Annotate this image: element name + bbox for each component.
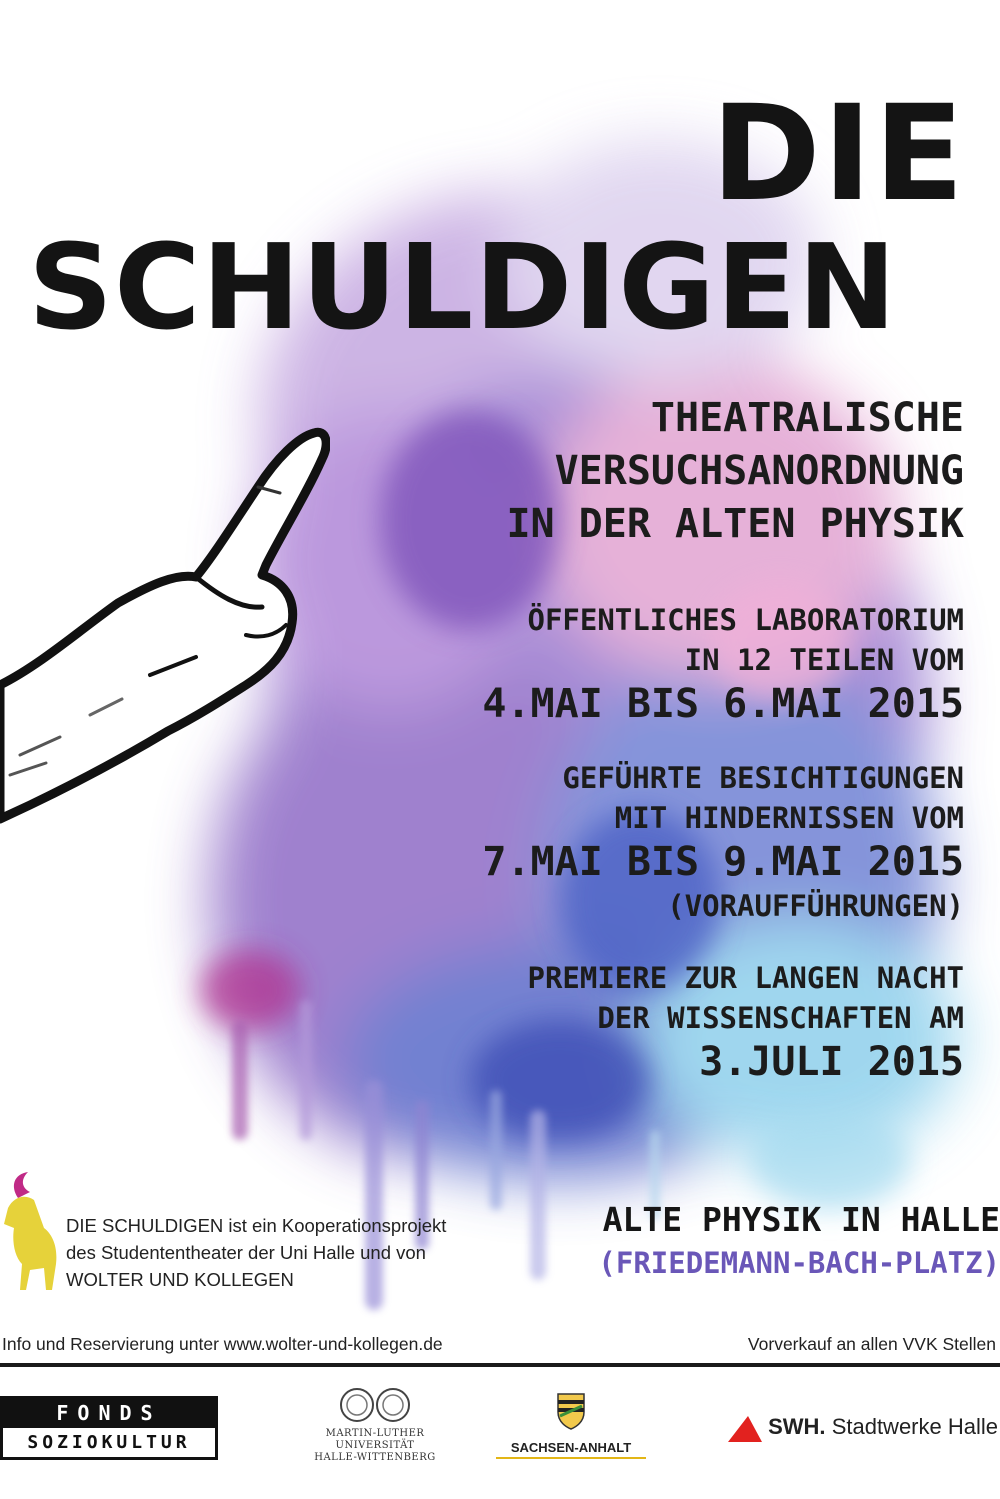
section-line: IN 12 TEILEN VOM [684,643,964,677]
title-line-1: DIE [711,77,966,231]
cooperation-note [66,1212,446,1293]
section-line: PREMIERE ZUR LANGEN NACHT [527,961,964,995]
section-line: MIT HINDERNISSEN VOM [614,801,964,835]
fonds-logo-top: FONDS [3,1399,215,1428]
cooperation-line: WOLTER UND KOLLEGEN [66,1269,294,1290]
cooperation-line: DIE SCHULDIGEN ist ein Kooperationsprojekt [66,1215,447,1236]
university-seal-icon [335,1386,415,1424]
section-dates: 7.MAI BIS 9.MAI 2015 [482,839,964,885]
university-name-line: MARTIN-LUTHER [325,1428,425,1439]
section-note: (VORAUFFÜHRUNGEN) [667,889,964,923]
utility-brand: SWH. [768,1414,826,1439]
stadtwerke-halle-logo [728,1414,998,1442]
subtitle [506,392,964,551]
venue-address: (FRIEDEMANN-BACH-PLATZ) [598,1246,1000,1280]
premiere-section [528,958,965,1086]
divider [0,1363,1000,1367]
subtitle-line: THEATRALISCHE [650,395,964,441]
info-reservation: Info und Reservierung unter www.wolter-und-kollegen.de [2,1334,443,1354]
sachsen-anhalt-logo [496,1392,646,1459]
fonds-logo-bottom: SOZIOKULTUR [27,1432,191,1453]
triangle-icon [728,1414,762,1442]
university-logo [300,1386,450,1464]
fonds-soziokultur-logo [0,1396,218,1460]
utility-name: Stadtwerke Halle [831,1414,998,1439]
title-line-2: SCHULDIGEN [28,218,898,356]
university-name-line: HALLE-WITTENBERG [314,1452,436,1463]
goat-icon [0,1168,62,1298]
section-line: DER WISSENSCHAFTEN AM [597,1001,964,1035]
presale-note: Vorverkauf an allen VVK Stellen [747,1334,996,1354]
university-name-line: UNIVERSITÄT [335,1440,415,1451]
section-line: GEFÜHRTE BESICHTIGUNGEN [562,761,964,795]
coat-of-arms-icon [556,1392,586,1430]
section-date: 3.JULI 2015 [699,1039,964,1085]
subtitle-line: IN DER ALTEN PHYSIK [506,501,964,547]
venue-name: ALTE PHYSIK IN HALLE [602,1200,1000,1239]
subtitle-line: VERSUCHSANORDNUNG [554,448,964,494]
venue [598,1198,1000,1284]
cooperation-line: des Studententheater der Uni Halle und von [66,1242,426,1263]
section-line: ÖFFENTLICHES LABORATORIUM [527,603,964,637]
besichtigungen-section [482,758,964,926]
laboratorium-section [482,600,964,728]
pointing-hand-icon [0,425,330,835]
section-dates: 4.MAI BIS 6.MAI 2015 [482,681,964,727]
state-name: SACHSEN-ANHALT [496,1440,646,1459]
